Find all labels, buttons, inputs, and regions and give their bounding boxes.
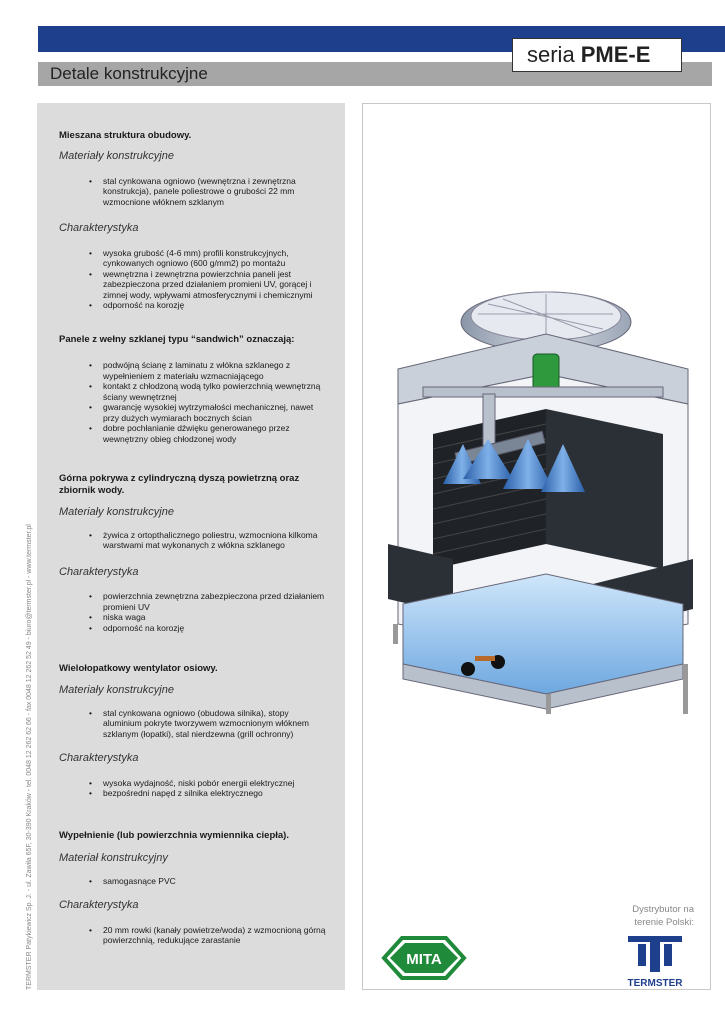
mita-logo-text: MITA [406, 951, 442, 968]
list-item: • stal cynkowana ogniowo (obudowa silnika), stopy aluminium pokryte tworzywem wzmocnionym włóknem szklanym (łopatki), stal nierdzewna (grill ochronny) [103, 708, 329, 740]
section-heading: Wypełnienie (lub powierzchnia wymiennika ciepła). [59, 830, 289, 841]
page-title: Detale konstrukcyjne [50, 64, 208, 83]
list-item: • stal cynkowana ogniowo (wewnętrzna i zewnętrzna konstrukcja), panele poliestrowe o grubości 22 mm wzmocnione włóknem szklanym [103, 176, 329, 208]
series-name: PME-E [580, 42, 651, 67]
section-fan [59, 663, 329, 799]
list-item: • podwójną ścianę z laminatu z włókna szklanego z wypełnieniem z materiału wzmacniającego [103, 360, 329, 381]
section-fill [59, 830, 329, 946]
section-cover [59, 473, 329, 633]
list-item: • dobre pochłanianie dźwięku generowanego przez wewnętrzny obieg chłodzonej wody [103, 423, 329, 444]
company-address: TERMSTER Patykiewicz Sp. J. - ul. Zawiła 65F, 30-390 Kraków - tel. 0048 12 262 62 66 - fax 0048 12 262 52 49 - biuro@termster.pl - www.termster.pl [26, 524, 33, 990]
distributor-line: Dystrybutor na [632, 904, 694, 915]
series-box [512, 38, 682, 72]
section-panels [59, 334, 329, 444]
product-image-panel [362, 103, 711, 990]
termster-logo [620, 928, 690, 990]
subtitle: Charakterystyka [59, 222, 139, 234]
cooling-tower-illustration [363, 104, 712, 991]
section-heading: Górna pokrywa z cylindryczną dyszą powietrzną oraz zbiornik wody. [59, 473, 300, 496]
termster-logo-text: TERMSTER [627, 978, 683, 989]
list-item: • bezpośredni napęd z silnika elektrycznego [103, 788, 329, 799]
list-item: • wysoka wydajność, niski pobór energii elektrycznej [103, 778, 329, 789]
mita-logo [380, 932, 468, 984]
list-item: • gwarancję wysokiej wytrzymałości mechanicznej, nawet przy dużych wymiarach bocznych ścian [103, 402, 329, 423]
list-item: • wysoka grubość (4-6 mm) profili konstrukcyjnych, cynkowanych ogniowo (600 g/mm2) po montażu [103, 248, 329, 269]
subtitle: Charakterystyka [59, 899, 139, 911]
list-item: • odporność na korozję [103, 623, 329, 634]
subtitle: Materiały konstrukcyjne [59, 684, 174, 696]
list-item: • kontakt z chłodzoną wodą tylko powierzchnią wewnętrzną ściany wewnętrznej [103, 381, 329, 402]
list-item: • powierzchnia zewnętrzna zabezpieczona przed działaniem promieni UV [103, 591, 329, 612]
distributor-label [604, 903, 694, 929]
series-prefix: seria [527, 42, 575, 67]
section-housing [59, 130, 329, 311]
list-item: • wewnętrzna i zewnętrzna powierzchnia paneli jest zabezpieczona przed działaniem promieni UV, gorącej i zimnej wody, wpływami atmosferycznymi i chemicznymi [103, 269, 329, 301]
list-item: • niska waga [103, 612, 329, 623]
list-item: • odporność na korozję [103, 300, 329, 311]
subtitle: Materiały konstrukcyjne [59, 150, 174, 162]
list-item: • 20 mm rowki (kanały powietrze/woda) z wzmocnioną górną powierzchnią, redukujące zarastanie [103, 925, 329, 946]
section-heading: Mieszana struktura obudowy. [59, 130, 192, 141]
subtitle: Charakterystyka [59, 565, 139, 578]
subtitle: Materiały konstrukcyjne [59, 506, 174, 518]
section-heading: Wielołopatkowy wentylator osiowy. [59, 663, 218, 674]
subtitle: Charakterystyka [59, 752, 139, 764]
list-item: • żywica z ortopthalicznego poliestru, wzmocniona kilkoma warstwami mat wykonanych z włókna szklanego [103, 530, 329, 551]
distributor-line: terenie Polski: [634, 917, 694, 928]
list-item: • samogasnące PVC [103, 876, 329, 887]
subtitle: Materiał konstrukcyjny [59, 852, 168, 864]
section-heading: Panele z wełny szklanej typu “sandwich” oznaczają: [59, 334, 295, 345]
